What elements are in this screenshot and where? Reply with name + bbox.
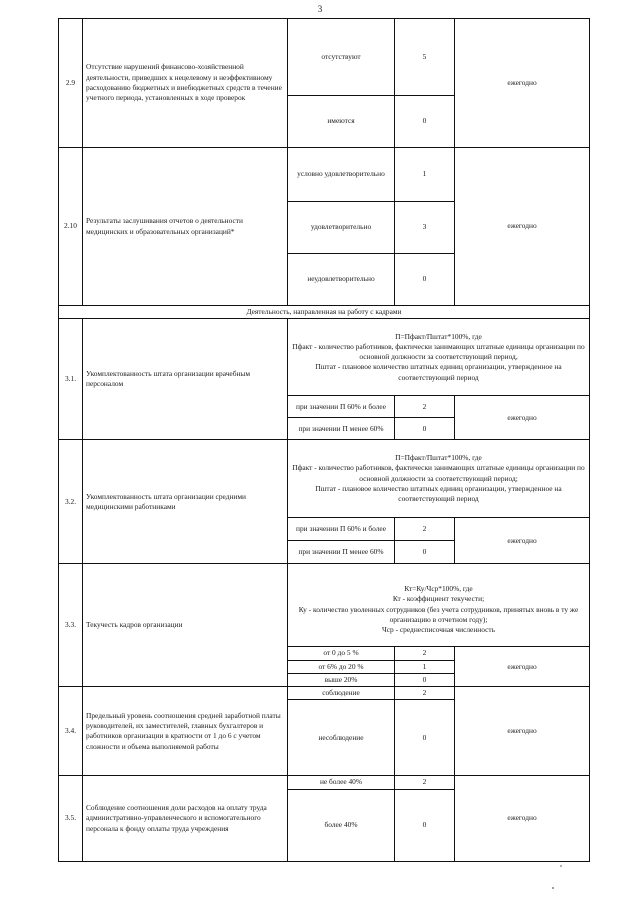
row-number: 3.1. <box>59 319 83 440</box>
criterion: несоблюдение <box>288 700 395 776</box>
table-row <box>59 148 590 202</box>
criterion: при значении П менее 60% <box>288 418 395 440</box>
formula-line: Ку - количество уволенных сотрудников (без учета сотрудников, принятых вновь в ту же организацию в отчетном году); <box>298 604 579 624</box>
page-number: 3 <box>317 4 323 14</box>
table-row <box>59 687 590 700</box>
table-row <box>59 776 590 789</box>
row-number: 3.2. <box>59 440 83 564</box>
table-row <box>59 564 590 647</box>
formula-line: Кт=Ку/Чср*100%, где <box>404 584 473 594</box>
score: 0 <box>395 673 455 686</box>
criterion: имеются <box>288 96 395 148</box>
frequency: ежегодно <box>455 647 590 687</box>
criteria-table <box>58 18 590 862</box>
score: 0 <box>395 254 455 306</box>
formula-line: П=Пфакт/Пштат*100%, где <box>395 453 482 463</box>
score: 3 <box>395 202 455 254</box>
criterion: при значении П менее 60% <box>288 541 395 564</box>
row-number: 3.4. <box>59 687 83 776</box>
score: 2 <box>395 776 455 789</box>
formula-line: П=Пфакт/Пштат*100%, где <box>395 331 482 341</box>
score: 0 <box>395 700 455 776</box>
criterion: при значении П 60% и более <box>288 396 395 418</box>
score: 1 <box>395 660 455 673</box>
row-number: 3.3. <box>59 564 83 687</box>
table-row <box>59 319 590 396</box>
score: 5 <box>395 19 455 96</box>
criterion: выше 20% <box>288 673 395 686</box>
formula-cell <box>288 440 590 518</box>
table-row <box>59 440 590 518</box>
score: 0 <box>395 541 455 564</box>
formula-line: Пфакт - количество работников, фактически занимающих штатные единицы организации по основной должности за соответствующий период; <box>292 463 585 483</box>
frequency: ежегодно <box>455 687 590 776</box>
scan-specks <box>547 862 567 892</box>
indicator-name: Укомплектованность штата организации врачебным персоналом <box>83 319 288 440</box>
score: 0 <box>395 418 455 440</box>
score: 2 <box>395 396 455 418</box>
score: 2 <box>395 687 455 700</box>
score: 1 <box>395 148 455 202</box>
row-number: 2.10 <box>59 148 83 306</box>
score: 2 <box>395 647 455 660</box>
formula-cell <box>288 564 590 647</box>
frequency: ежегодно <box>455 148 590 306</box>
indicator-name: Укомплектованность штата организации средними медицинскими работниками <box>83 440 288 564</box>
criterion: более 40% <box>288 789 395 861</box>
score: 0 <box>395 96 455 148</box>
indicator-name: Отсутствие нарушений финансово-хозяйственной деятельности, приведших к нецелевому и неэффективному расходованию бюджетных и внебюджетных средств в течение учетного периода, установленных в ходе проверок <box>83 19 288 148</box>
criterion: от 0 до 5 % <box>288 647 395 660</box>
score: 0 <box>395 789 455 861</box>
criterion: отсутствуют <box>288 19 395 96</box>
indicator-name: Текучесть кадров организации <box>83 564 288 687</box>
formula-line: Чср - среднесписочная численность <box>381 625 496 635</box>
section-title: Деятельность, направленная на работу с кадрами <box>59 306 590 319</box>
indicator-name: Предельный уровень соотношения средней заработной платы руководителей, их заместителей, главных бухгалтеров и работников организации в кратности от 1 до 6 с учетом сложности и объема выполняемой работы <box>83 687 288 776</box>
frequency: ежегодно <box>455 19 590 148</box>
indicator-name: Соблюдение соотношения доли расходов на оплату труда административно-управленческого и вспомогательного персонала к фонду оплаты труда учреждения <box>83 776 288 861</box>
formula-line: Пштат - плановое количество штатных единиц организации, утвержденное на соответствующий период <box>315 483 562 504</box>
row-number: 2.9 <box>59 19 83 148</box>
criterion: соблюдение <box>288 687 395 700</box>
score: 2 <box>395 518 455 541</box>
row-number: 3.5. <box>59 776 83 861</box>
criterion: удовлетворительно <box>288 202 395 254</box>
formula-line: Кт - коэффициент текучести; <box>392 594 485 604</box>
criterion: не более 40% <box>288 776 395 789</box>
frequency: ежегодно <box>455 518 590 564</box>
frequency: ежегодно <box>455 776 590 861</box>
formula-cell <box>288 319 590 396</box>
criterion: от 6% до 20 % <box>288 660 395 673</box>
criterion: условно удовлетворительно <box>288 148 395 202</box>
formula-line: Пштат - плановое количество штатных единиц организации, утвержденное на соответствующий период <box>315 362 562 382</box>
indicator-name: Результаты заслушивания отчетов о деятельности медицинских и образовательных организаций* <box>83 148 288 306</box>
criterion: неудовлетворительно <box>288 254 395 306</box>
section-row <box>59 306 590 319</box>
formula-line: Пфакт - количество работников, фактически занимающих штатные единицы организации по основной должности за соответствующий период, <box>292 341 585 362</box>
frequency: ежегодно <box>455 396 590 440</box>
table-row <box>59 19 590 96</box>
criterion: при значении П 60% и более <box>288 518 395 541</box>
